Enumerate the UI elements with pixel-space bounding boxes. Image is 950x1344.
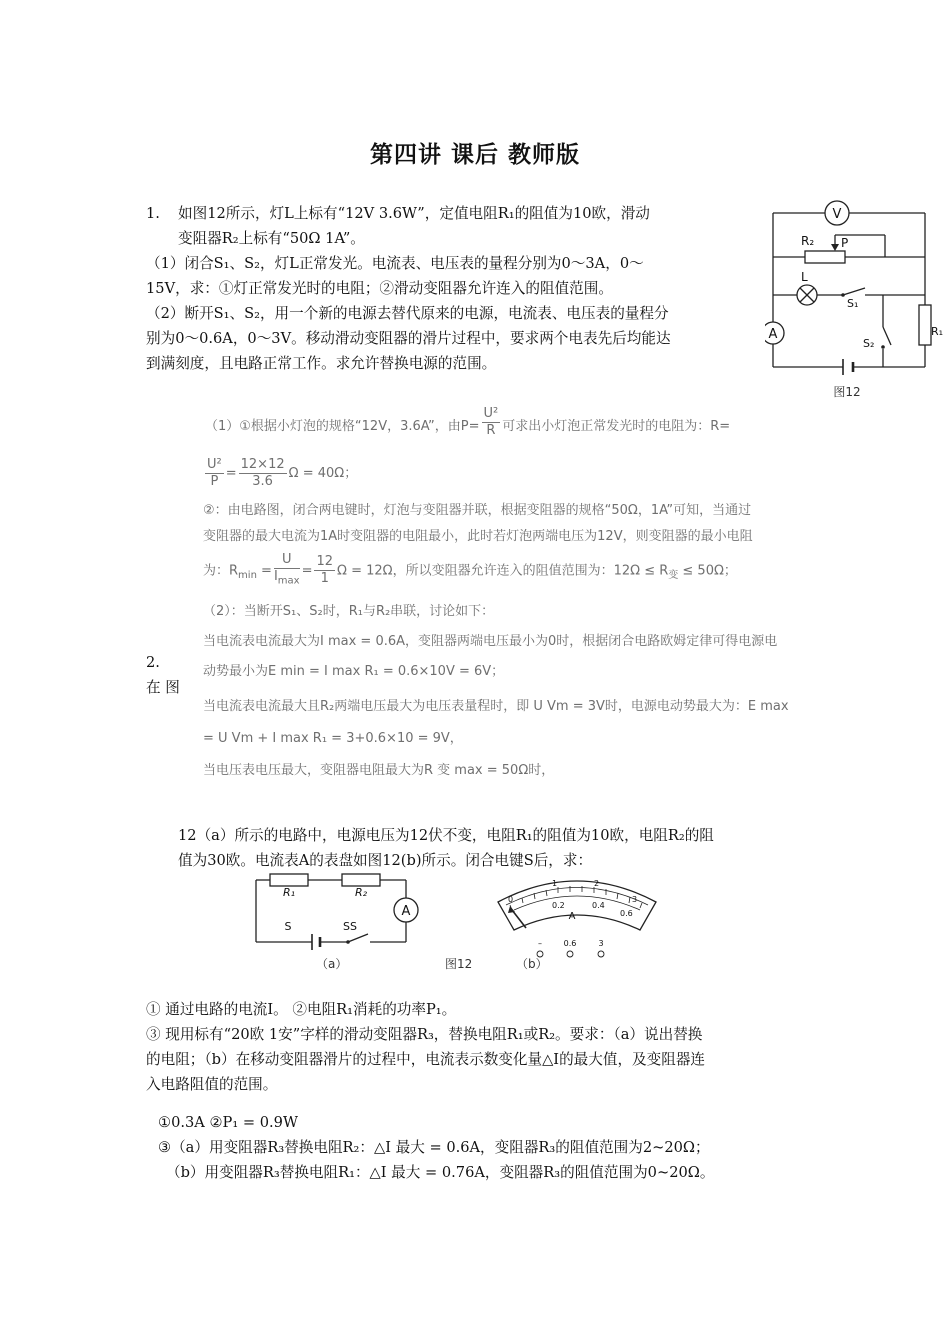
scale-top-1: 1 [552, 879, 558, 888]
q2-line5: 的电阻；（b）在移动变阻器滑片的过程中，电流表示数变化量△I的最大值，及变阻器连 [146, 1051, 706, 1068]
a1-line2: $\frac{\text{U²}}{P}$ = $\frac{12\times 12}{3.6}$ Ω = 40Ω； [207, 457, 358, 489]
s1-label: S₁ [847, 297, 859, 310]
a1-line7: 当电流表电流最大为I max = 0.6A，变阻器两端电压最小为0时，根据闭合电路欧姆定律可得电源电 [203, 634, 778, 649]
voltmeter-label: V [832, 207, 842, 222]
a1-line10: = U Vm + I max R₁ = 3+0.6×10 = 9V， [203, 731, 463, 746]
a2-line2: ③（a）用变阻器R₃替换电阻R₂：△I 最大 = 0.6A，变阻器R₃的阻值范围为2~20Ω； [158, 1139, 710, 1156]
s2-label: S₂ [863, 337, 875, 350]
caption-a: （a） [316, 957, 348, 971]
scale-top-0: 0 [508, 895, 514, 904]
q2-line1: 12（a）所示的电路中，电源电压为12伏不变，电阻R₁的阻值为10欧，电阻R₂的阻 [178, 827, 714, 844]
q2-line6: 入电路阻值的范围。 [146, 1076, 278, 1093]
figure-caption: 图12 [833, 385, 861, 399]
a1-line1: （1）①根据小灯泡的规格“12V，3.6A”，由P= $\frac{\text{U²}}{R}$ 可求出小灯泡正常发光时的电阻为：R= [205, 406, 731, 438]
page-title: 第四讲 课后 教师版 [369, 141, 580, 168]
q1-line2: 变阻器R₂上标有“50Ω 1A”。 [178, 230, 365, 247]
circuit-figure-12a [250, 870, 420, 950]
a1-line3: ②：由电路图，闭合两电键时，灯泡与变阻器并联，根据变阻器的规格“50Ω，1A”可知，当通过 [203, 503, 752, 518]
a2-line1: ①0.3A ②P₁ = 0.9W [158, 1114, 298, 1131]
scale-top-2: 2 [594, 879, 600, 888]
a-ammeter-label: A [401, 904, 411, 919]
r2-label: R₂ [801, 234, 815, 248]
r1-label: R₁ [931, 325, 944, 338]
q2-number: 2. [146, 654, 160, 671]
a-s-label: S [284, 920, 292, 933]
ammeter-label: A [768, 327, 778, 342]
q1-line6: 别为0～0.6A，0～3V。移动滑动变阻器的滑片过程中，要求两个电表先后均能达 [146, 330, 671, 347]
a2-line3: （b）用变阻器R₃替换电阻R₁：△I 最大 = 0.76A，变阻器R₃的阻值范围为0~20Ω。 [166, 1164, 715, 1181]
q1-line4: 15V，求：①灯正常发光时的电阻；②滑动变阻器允许连入的阻值范围。 [146, 280, 613, 297]
q2-prefix: 在 图 [146, 679, 180, 696]
a1-line6: （2）：当断开S₁、S₂时，R₁与R₂串联，讨论如下： [203, 604, 495, 619]
a-r2-label: R₂ [354, 886, 368, 899]
q1-line3: （1）闭合S₁、S₂，灯L正常发光。电流表、电压表的量程分别为0～3A，0～ [146, 255, 644, 272]
a-r1-label: R₁ [282, 886, 296, 899]
terminal-3-label: 3 [598, 939, 604, 948]
a1-line11: 当电压表电压最大，变阻器电阻最大为R 变 max = 50Ω时， [203, 763, 555, 778]
meter-unit-label: A [568, 911, 576, 922]
scale-bottom-1: 0.2 [552, 901, 565, 910]
terminal-06-label: 0.6 [563, 939, 577, 948]
slider-p-label: P [841, 236, 849, 250]
terminal-minus-label: – [538, 939, 542, 948]
q1-number: 1. [146, 205, 160, 222]
circuit-figure-12 [765, 195, 950, 405]
a1-line9: 当电流表电流最大且R₂两端电压最大为电压表量程时，即 U Vm = 3V时，电源电动势最大为：E max [203, 699, 789, 714]
a1-line4: 变阻器的最大电流为1A时变阻器的电阻最小，此时若灯泡两端电压为12V，则变阻器的最小电阻 [203, 529, 753, 544]
a1-line5: 为：$R_{min}$ = U $I_{max}$ = $\frac{12}{1}$ Ω = 12Ω，所以变阻器允许连入的阻值范围为：$12\Omega \le R_变 \le 50\Omega$； [203, 552, 737, 587]
q2-line4: ③ 现用标有“20欧 1安”字样的滑动变阻器R₃，替换电阻R₁或R₂。要求：（a）说出替换 [146, 1026, 703, 1043]
lamp-label: L [801, 270, 808, 284]
q1-line1: 如图12所示，灯L上标有“12V 3.6W”，定值电阻R₁的阻值为10欧，滑动 [178, 205, 650, 222]
a-ss-label: SS [343, 920, 357, 933]
q2-line3: ① 通过电路的电流I。 ②电阻R₁消耗的功率P₁。 [146, 1001, 457, 1018]
scale-top-3: 3 [632, 895, 638, 904]
caption-b: （b） [516, 957, 548, 971]
scale-bottom-3: 0.6 [620, 909, 633, 918]
q1-line7: 到满刻度，且电路正常工作。求允许替换电源的范围。 [146, 355, 497, 372]
q1-line5: （2）断开S₁、S₂，用一个新的电源去替代原来的电源，电流表、电压表的量程分 [146, 305, 669, 322]
caption-figure-12: 图12 [445, 957, 473, 971]
a1-line8: 动势最小为E min = I max R₁ = 0.6×10V = 6V； [203, 664, 505, 679]
ammeter-dial-12b [492, 872, 662, 967]
q2-line2: 值为30欧。电流表A的表盘如图12(b)所示。闭合电键S后，求： [178, 852, 593, 869]
scale-bottom-2: 0.4 [592, 901, 605, 910]
